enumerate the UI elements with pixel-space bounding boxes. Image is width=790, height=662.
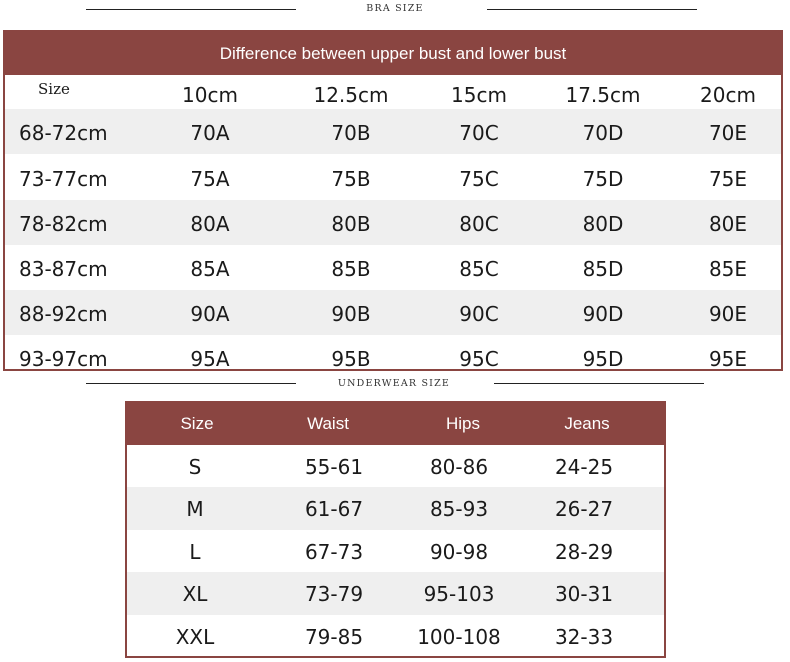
bra-title-rule-right — [487, 9, 697, 10]
bra-size-cell: 90B — [331, 302, 371, 326]
bra-size-cell: 90A — [190, 302, 230, 326]
bra-row-label: 83-87cm — [19, 257, 108, 281]
bra-size-cell: 85C — [459, 257, 499, 281]
underwear-table-row — [127, 530, 664, 573]
bra-size-cell: 95D — [582, 347, 624, 371]
bra-size-cell: 95B — [331, 347, 371, 371]
bra-size-cell: 90C — [459, 302, 499, 326]
underwear-col-header: Jeans — [564, 414, 610, 433]
bra-row-label: 68-72cm — [19, 121, 108, 145]
bra-size-cell: 80A — [190, 212, 230, 236]
bra-size-cell: 75A — [190, 167, 230, 191]
underwear-title-rule-left — [86, 383, 296, 384]
underwear-table-row — [127, 445, 664, 488]
underwear-measure-cell: 79-85 — [304, 625, 364, 649]
underwear-size-table — [125, 401, 666, 658]
bra-row-label: 78-82cm — [19, 212, 108, 236]
bra-size-cell: 80E — [708, 212, 748, 236]
underwear-col-header: Waist — [307, 414, 349, 433]
underwear-measure-cell: 26-27 — [554, 497, 614, 521]
underwear-measure-cell: 30-31 — [554, 582, 614, 606]
bra-size-cell: 85B — [331, 257, 371, 281]
underwear-size-cell: M — [186, 497, 204, 521]
underwear-measure-cell: 85-93 — [429, 497, 489, 521]
underwear-measure-cell: 73-79 — [304, 582, 364, 606]
bra-table-row — [5, 109, 781, 154]
bra-col-header: 17.5cm — [565, 83, 641, 107]
underwear-col-header: Size — [180, 414, 214, 433]
bra-size-cell: 85D — [582, 257, 624, 281]
underwear-size-cell: XL — [182, 582, 208, 606]
bra-size-cell: 70A — [190, 121, 230, 145]
bra-section-title: BRA SIZE — [366, 3, 424, 14]
underwear-size-cell: L — [189, 540, 201, 564]
underwear-table-header — [127, 403, 664, 445]
bra-size-cell: 80D — [582, 212, 624, 236]
bra-size-table — [3, 30, 783, 371]
underwear-measure-cell: 90-98 — [429, 540, 489, 564]
bra-table-row — [5, 200, 781, 245]
underwear-size-cell: XXL — [175, 625, 215, 649]
underwear-measure-cell: 32-33 — [554, 625, 614, 649]
underwear-measure-cell: 80-86 — [429, 455, 489, 479]
bra-size-cell: 95C — [459, 347, 499, 371]
bra-table-row — [5, 290, 781, 335]
bra-size-label: Size — [38, 80, 70, 98]
bra-size-cell: 75C — [459, 167, 499, 191]
bra-table-header: Difference between upper bust and lower bust — [5, 32, 781, 75]
underwear-col-header: Hips — [445, 414, 480, 433]
underwear-table-row — [127, 615, 664, 658]
underwear-measure-cell: 28-29 — [554, 540, 614, 564]
bra-row-label: 93-97cm — [19, 347, 108, 371]
underwear-measure-cell: 61-67 — [304, 497, 364, 521]
bra-title-rule-left — [86, 9, 296, 10]
bra-size-cell: 85E — [708, 257, 748, 281]
bra-size-cell: 70B — [331, 121, 371, 145]
bra-table-row — [5, 245, 781, 290]
bra-size-cell: 90E — [708, 302, 748, 326]
bra-col-header: 10cm — [182, 83, 238, 107]
bra-row-label: 73-77cm — [19, 167, 108, 191]
bra-size-cell: 70D — [582, 121, 624, 145]
bra-size-cell: 95A — [190, 347, 230, 371]
bra-size-cell: 85A — [190, 257, 230, 281]
bra-size-cell: 75B — [331, 167, 371, 191]
bra-size-cell: 70E — [708, 121, 748, 145]
bra-size-cell: 70C — [459, 121, 499, 145]
bra-size-cell: 80B — [331, 212, 371, 236]
bra-size-cell: 90D — [582, 302, 624, 326]
bra-table-row — [5, 335, 781, 380]
bra-size-cell: 95E — [708, 347, 748, 371]
underwear-title-rule-right — [494, 383, 704, 384]
bra-col-header: 15cm — [451, 83, 507, 107]
bra-size-cell: 75E — [708, 167, 748, 191]
bra-table-row — [5, 155, 781, 200]
bra-col-header: 20cm — [700, 83, 756, 107]
underwear-measure-cell: 24-25 — [554, 455, 614, 479]
underwear-measure-cell: 55-61 — [304, 455, 364, 479]
underwear-section-title: UNDERWEAR SIZE — [337, 378, 451, 389]
bra-size-cell: 75D — [582, 167, 624, 191]
bra-size-cell: 80C — [459, 212, 499, 236]
underwear-measure-cell: 67-73 — [304, 540, 364, 564]
underwear-table-row — [127, 572, 664, 615]
bra-col-header: 12.5cm — [313, 83, 389, 107]
bra-row-label: 88-92cm — [19, 302, 108, 326]
underwear-table-row — [127, 487, 664, 530]
underwear-size-cell: S — [188, 455, 202, 479]
underwear-measure-cell: 100-108 — [417, 625, 501, 649]
underwear-measure-cell: 95-103 — [423, 582, 495, 606]
